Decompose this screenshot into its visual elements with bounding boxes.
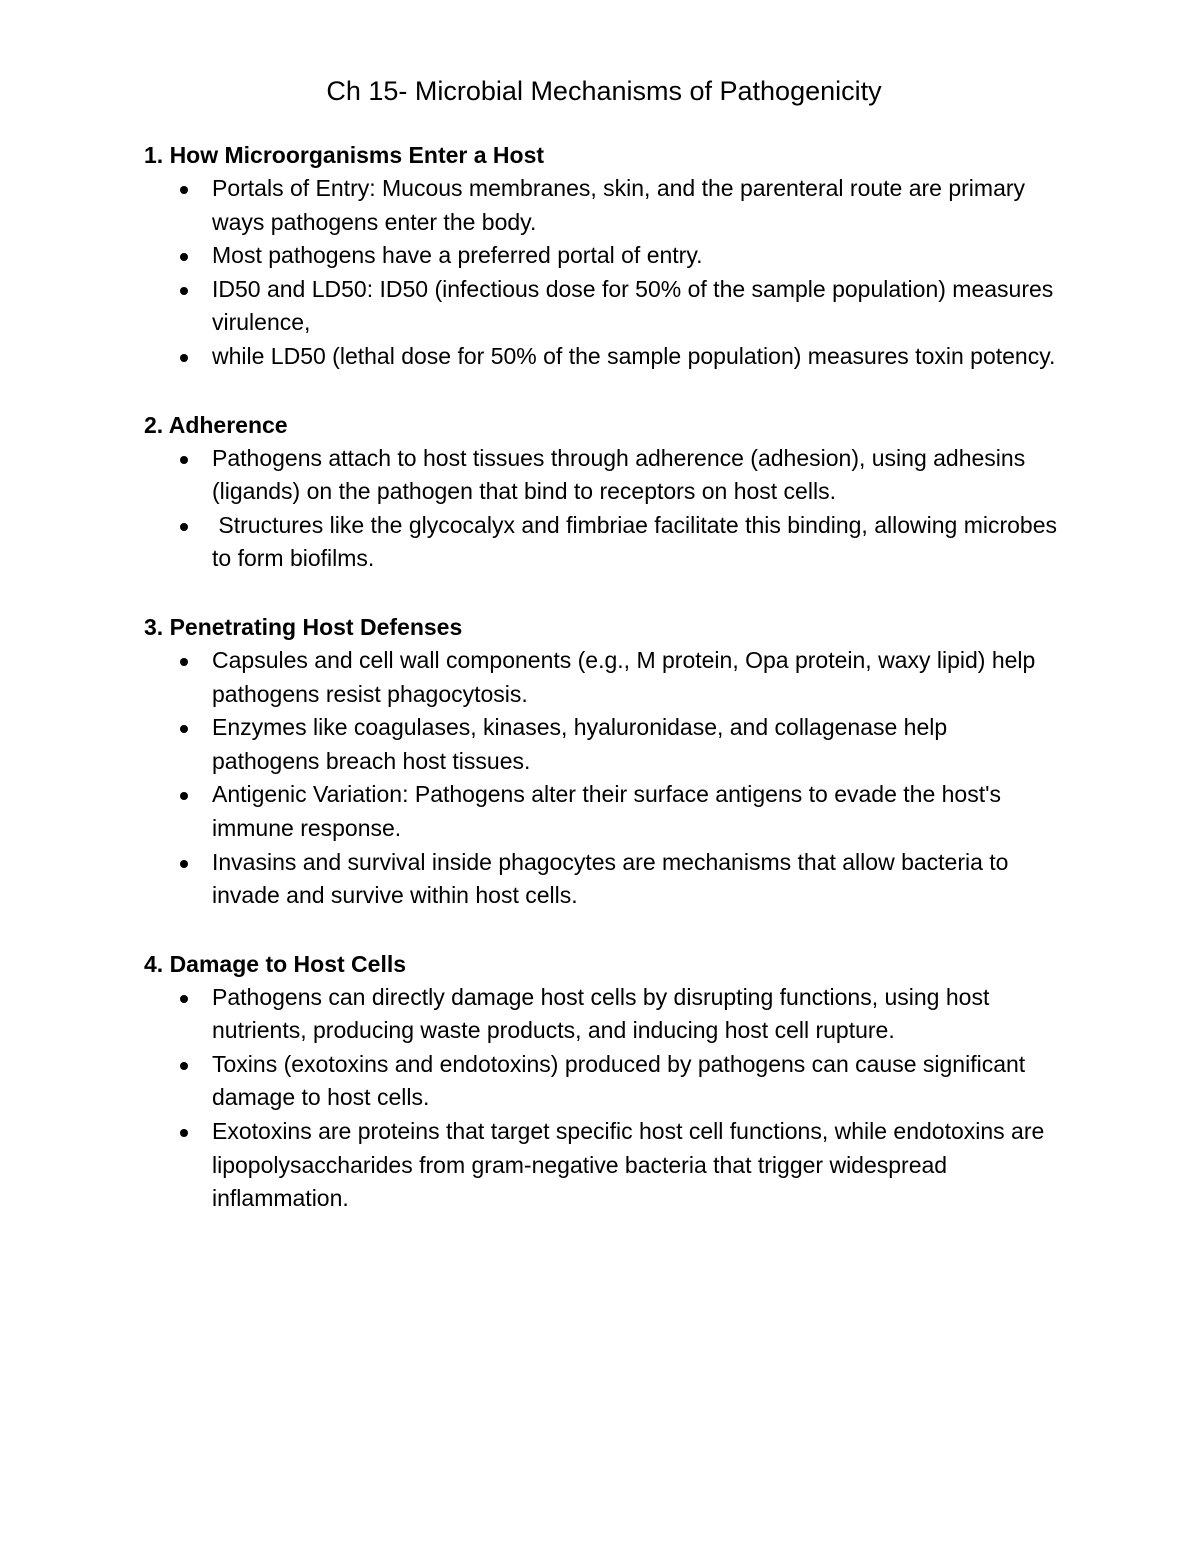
bullet-icon bbox=[180, 792, 188, 800]
bullet-icon bbox=[180, 658, 188, 666]
section-damage bbox=[144, 947, 1060, 1216]
section-heading: 4. Damage to Host Cells bbox=[144, 950, 407, 977]
bullet-icon bbox=[180, 1062, 188, 1070]
section-adherence bbox=[144, 408, 1064, 576]
bullet-text: while LD50 (lethal dose for 50% of the sample population) measures toxin potency. bbox=[212, 342, 1056, 369]
bullet-item bbox=[144, 172, 1060, 239]
bullet-item bbox=[144, 442, 1060, 509]
section-penetrating-defenses bbox=[144, 610, 1060, 913]
bullet-item bbox=[144, 1048, 1060, 1115]
bullet-text: Antigenic Variation: Pathogens alter their surface antigens to evade the host's immune response. bbox=[212, 781, 1002, 841]
bullet-list bbox=[144, 442, 1064, 576]
bullet-item bbox=[144, 644, 1060, 711]
bullet-icon bbox=[180, 287, 188, 295]
bullet-text: Pathogens attach to host tissues through adherence (adhesion), using adhesins (ligands) on the pathogen that bind to receptors on host cells. bbox=[212, 444, 1026, 505]
bullet-text: Toxins (exotoxins and endotoxins) produced by pathogens can cause significant damage to host cells. bbox=[212, 1050, 1026, 1111]
bullet-item bbox=[144, 340, 1060, 374]
bullet-item bbox=[144, 1115, 1060, 1216]
section-entry bbox=[144, 138, 1060, 374]
bullet-item bbox=[144, 778, 1060, 845]
section-heading: 1. How Microorganisms Enter a Host bbox=[144, 142, 545, 168]
section-heading: 3. Penetrating Host Defenses bbox=[144, 613, 463, 640]
bullet-icon bbox=[180, 253, 188, 261]
bullet-item bbox=[144, 846, 1060, 913]
bullet-icon bbox=[180, 523, 188, 531]
bullet-list bbox=[144, 172, 1060, 374]
bullet-item bbox=[144, 711, 1060, 778]
bullet-icon bbox=[180, 354, 188, 362]
bullet-list bbox=[144, 981, 1060, 1216]
bullet-text: Exotoxins are proteins that target specific host cell functions, while endotoxins are lipopolysaccharides from gram-negative bacteria that trigger widespread inflammation. bbox=[212, 1118, 1045, 1212]
bullet-item bbox=[144, 239, 1060, 273]
bullet-icon bbox=[180, 186, 188, 194]
bullet-text: Pathogens can directly damage host cells by disrupting functions, using host nutrients, producing waste products, and inducing host cell rupture. bbox=[212, 983, 990, 1044]
bullet-text: ID50 and LD50: ID50 (infectious dose for 50% of the sample population) measures virulence, bbox=[212, 275, 1054, 336]
bullet-icon bbox=[180, 1129, 188, 1137]
bullet-icon bbox=[180, 456, 188, 464]
bullet-icon bbox=[180, 860, 188, 868]
bullet-icon bbox=[180, 995, 188, 1003]
bullet-icon bbox=[180, 725, 188, 733]
bullet-item bbox=[144, 981, 1060, 1048]
bullet-text: Capsules and cell wall components (e.g., M protein, Opa protein, waxy lipid) help pathogens resist phagocytosis. bbox=[212, 646, 1036, 707]
bullet-text: Most pathogens have a preferred portal of entry. bbox=[212, 242, 703, 269]
bullet-text: Portals of Entry: Mucous membranes, skin, and the parenteral route are primary ways pathogens enter the body. bbox=[212, 175, 1026, 235]
bullet-list bbox=[144, 644, 1060, 913]
bullet-text: Enzymes like coagulases, kinases, hyaluronidase, and collagenase help pathogens breach host tissues. bbox=[212, 714, 948, 774]
bullet-text: Invasins and survival inside phagocytes are mechanisms that allow bacteria to invade and survive within host cells. bbox=[212, 848, 1009, 909]
bullet-text: Structures like the glycocalyx and fimbriae facilitate this binding, allowing microbes to form biofilms. bbox=[212, 511, 1064, 572]
bullet-item bbox=[144, 273, 1060, 340]
bullet-item bbox=[144, 509, 1064, 576]
document-title: Ch 15- Microbial Mechanisms of Pathogenicity bbox=[326, 76, 882, 106]
section-heading: 2. Adherence bbox=[144, 411, 288, 438]
